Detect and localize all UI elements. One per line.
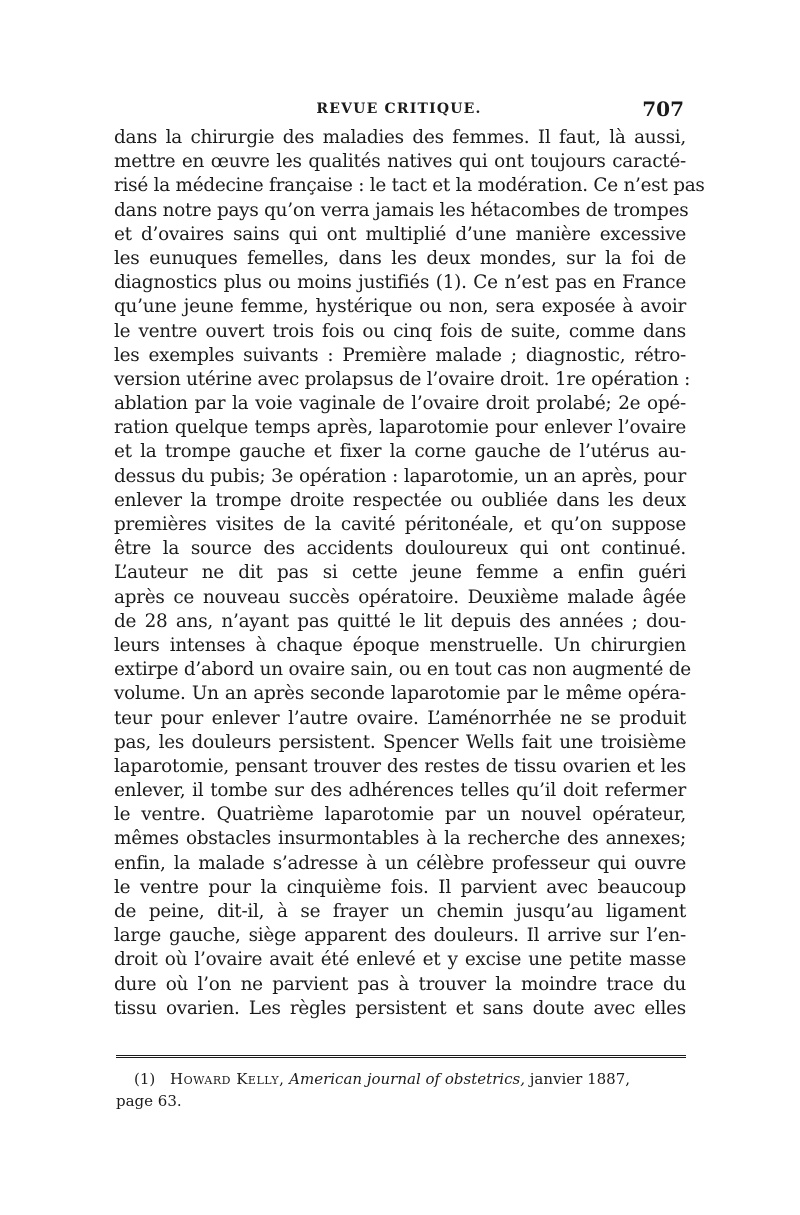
text-line: les exemples suivants : Première malade ; diagnostic, rétro- (114, 344, 686, 366)
footnote (116, 1068, 686, 1112)
running-title: REVUE CRITIQUE. (316, 101, 482, 117)
text-line: leurs intenses à chaque époque menstruelle. Un chirurgien (114, 634, 686, 656)
text-line: tissu ovarien. Les règles persistent et sans doute avec elles (114, 997, 686, 1019)
text-line: enlever, il tombe sur des adhérences telles qu’il doit refermer (114, 780, 686, 802)
text-line: de 28 ans, n’ayant pas quitté le lit depuis des années ; dou- (114, 610, 686, 632)
text-line: L’auteur ne dit pas si cette jeune femme a enfin guéri (114, 562, 686, 584)
footnote-line (116, 1090, 686, 1112)
text-line: mêmes obstacles insurmontables à la recherche des annexes; (114, 828, 686, 850)
text-line: dans notre pays qu’on verra jamais les hétacombes de trompes (114, 199, 689, 221)
text-line: de peine, dit-il, à se frayer un chemin jusqu’au ligament (114, 901, 686, 922)
text-line: le ventre ouvert trois fois ou cinq fois de suite, comme dans (114, 320, 686, 342)
text-line: être la source des accidents douloureux qui ont continué. (114, 538, 686, 560)
text-line: volume. Un an après seconde laparotomie par le même opéra- (114, 683, 686, 705)
text-line: premières visites de la cavité péritonéale, et qu’on suppose (114, 514, 686, 535)
footnote-author: Howard Kelly, (170, 1070, 285, 1088)
footnote-line (116, 1068, 686, 1090)
text-line: dessus du pubis; 3e opération : laparotomie, un an après, pour (114, 465, 686, 487)
text-line: le ventre. Quatrième laparotomie par un nouvel opérateur, (114, 804, 686, 826)
text-line: laparotomie, pensant trouver des restes de tissu ovarien et les (114, 755, 686, 777)
text-line: qu’une jeune femme, hystérique ou non, sera exposée à avoir (114, 296, 686, 318)
text-line: teur pour enlever l’autre ovaire. L’aménorrhée ne se produit (114, 707, 686, 729)
text-line: large gauche, siège apparent des douleurs. Il arrive sur l’en- (114, 925, 686, 947)
footnote-rule (116, 1055, 686, 1058)
text-line: ablation par la voie vaginale de l’ovaire droit prolabé; 2e opé- (114, 393, 686, 415)
text-line: enlever la trompe droite respectée ou oubliée dans les deux (114, 489, 686, 511)
text-line: risé la médecine française : le tact et la modération. Ce n’est pas (114, 175, 705, 197)
text-line: le ventre pour la cinquième fois. Il parvient avec beaucoup (114, 876, 686, 898)
footnote-page: page 63. (116, 1092, 182, 1110)
text-line: version utérine avec prolapsus de l’ovaire droit. 1re opération : (114, 368, 691, 390)
body-text (114, 126, 705, 1021)
text-line: pas, les douleurs persistent. Spencer Wells fait une troisième (114, 731, 686, 753)
text-line: enfin, la malade s’adresse à un célèbre professeur qui ouvre (114, 852, 686, 874)
text-line: diagnostics plus ou moins justifiés (1). Ce n’est pas en France (114, 272, 686, 294)
page-header (112, 97, 686, 125)
footnote-marker: (1) (134, 1070, 156, 1088)
footnote-journal: American journal of obstetrics, (289, 1070, 525, 1088)
page-number: 707 (642, 97, 684, 121)
text-line: et d’ovaires sains qui ont multiplié d’une manière excessive (114, 223, 686, 245)
text-line: après ce nouveau succès opératoire. Deuxième malade âgée (114, 586, 686, 608)
text-line: dans la chirurgie des maladies des femmes. Il faut, là aussi, (114, 127, 686, 148)
footnote-date: janvier 1887, (529, 1070, 631, 1088)
text-line: ration quelque temps après, laparotomie pour enlever l’ovaire (114, 417, 686, 439)
text-line: droit où l’ovaire avait été enlevé et y excise une petite masse (114, 949, 686, 971)
text-line: les eunuques femelles, dans les deux mondes, sur la foi de (114, 247, 686, 269)
text-line: dure où l’on ne parvient pas à trouver la moindre trace du (114, 973, 686, 995)
text-line: et la trompe gauche et fixer la corne gauche de l’utérus au- (114, 441, 686, 463)
text-line: mettre en œuvre les qualités natives qui ont toujours caracté- (114, 151, 686, 173)
text-line: extirpe d’abord un ovaire sain, ou en tout cas non augmenté de (114, 659, 691, 681)
